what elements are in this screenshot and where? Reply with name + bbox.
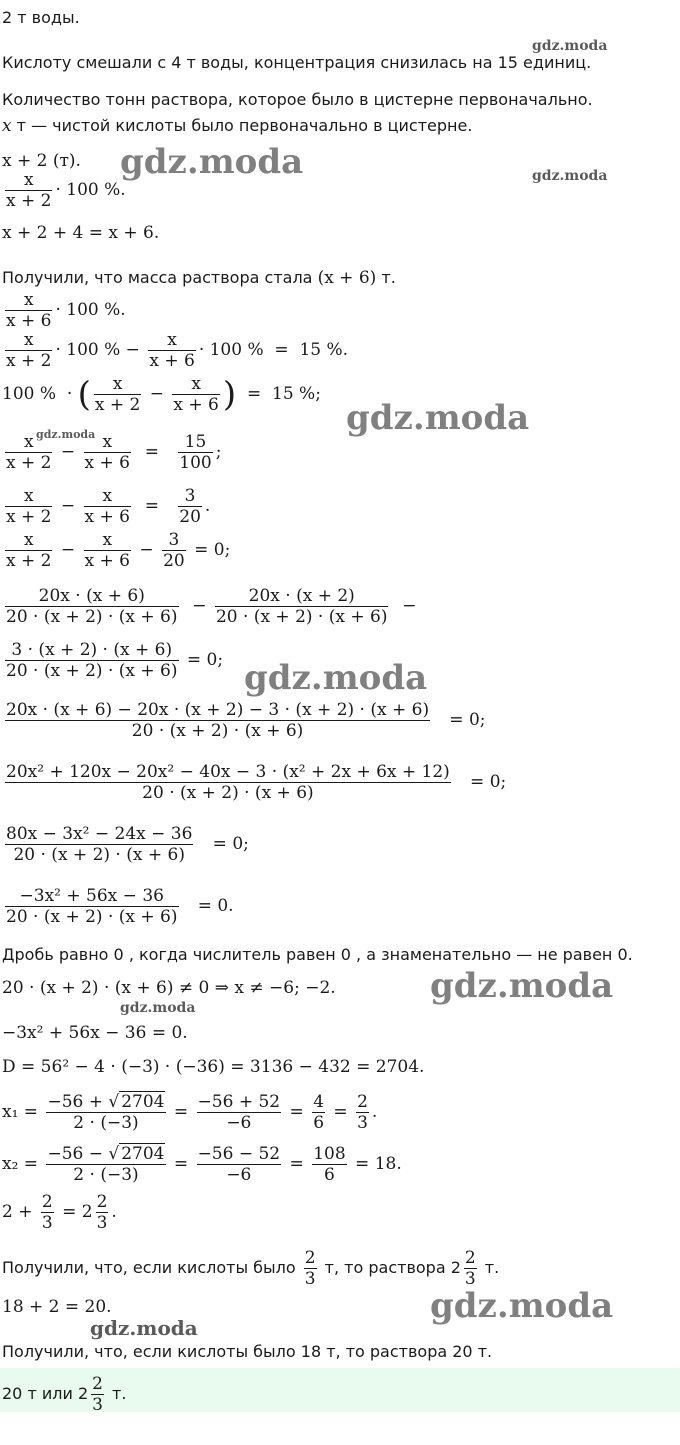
line-x-plus-6: x + 2 + 4 = x + 6. xyxy=(2,223,160,243)
line-sum-mixed: 2 + $\frac{2}{3}$ = 2 $\frac{2}{3}$ . xyxy=(2,1192,117,1233)
line-domain: 20 · (x + 2) · (x + 6) ≠ 0 ⇒ x ≠ −6; −2. xyxy=(2,978,336,998)
expr-concentration-1: $\frac{x}{x + 2}$ · 100 %. xyxy=(6,170,126,211)
eq-10: $\frac{\text{−3x² + 56x − 36}}{20 \cdot (x + 2) \cdot (x + 6)}$ = 0. xyxy=(6,886,234,927)
eq-9: $\frac{\text{80x − 3x² − 24x − 36}}{20 \cdot (x + 2) \cdot (x + 6)}$ = 0; xyxy=(6,824,249,865)
acid-variable-text: т — чистой кислоты было первоначально в цистерне. xyxy=(11,116,473,135)
eq-1: $\frac{x}{x + 2}$ · 100 % − $\frac{x}{x + 6}$ · 100 % = 15 %. xyxy=(6,330,349,371)
line-solution-amount: Количество тонн раствора, которое было в цистерне первоначально. xyxy=(2,90,593,109)
eq-6b: $\frac{3 \cdot (x + 2) \cdot (x + 6)}{20 \cdot (x + 2) \cdot (x + 6)}$ = 0; xyxy=(6,640,224,681)
line-water: 2 т воды. xyxy=(2,8,80,27)
watermark: gdz.moda xyxy=(36,428,96,441)
watermark: gdz.moda xyxy=(346,398,530,438)
line-discriminant: D = 56² − 4 · (−3) · (−36) = 3136 − 432 = 2704. xyxy=(2,1057,425,1077)
eq-5: $\frac{x}{x + 2}$ − $\frac{x}{x + 6}$ − $\frac{3}{20}$ = 0; xyxy=(6,530,231,571)
line-new-mass: Получили, что масса раствора стала (x + 6) т. xyxy=(2,268,396,288)
eq-3: $\frac{x}{x + 2}$ − $\frac{x}{x + 6}$ = $\frac{15}{100}$ ; xyxy=(6,432,222,473)
eq-8: $\frac{\text{20x² + 120x − 20x² − 40x − 3 · (x² + 2x + 6x + 12)}}{20 \cdot (x + 2) \cdot (x + 6)}$ = 0; xyxy=(6,762,507,803)
watermark: gdz.moda xyxy=(120,1000,196,1016)
watermark: gdz.moda xyxy=(430,1286,614,1326)
line-condition: Дробь равно 0 , когда числитель равен 0 , а знаменательно — не равен 0. xyxy=(2,945,633,964)
line-result-1: Получили, что, если кислоты было $\frac{2}{3}$ т, то раствора 2 $\frac{2}{3}$ т. xyxy=(2,1248,500,1289)
watermark: gdz.moda xyxy=(90,1316,198,1340)
eq-2: 100 % · ( $\frac{x}{x + 2}$ − $\frac{x}{x + 6}$ ) = 15 %; xyxy=(2,374,321,415)
answer-text: 20 т или 2 $\frac{2}{3}$ т. xyxy=(2,1374,127,1415)
line-x-plus-2: x + 2 (т). xyxy=(2,151,81,171)
expr-concentration-2: $\frac{x}{x + 6}$ · 100 %. xyxy=(6,290,126,331)
variable-x: x xyxy=(2,116,12,136)
answer-box xyxy=(0,1368,680,1415)
watermark: gdz.moda xyxy=(532,168,608,184)
eq-4: $\frac{x}{x + 2}$ − $\frac{x}{x + 6}$ = $\frac{3}{20}$ . xyxy=(6,486,211,527)
watermark: gdz.moda xyxy=(120,142,304,182)
watermark: gdz.moda xyxy=(244,658,428,698)
root-x1: x₁ = $\frac{-56 + √ 2704}{2 \cdot (-3)}$ = $\frac{-56 + 52}{-6}$ = $\frac{4}{6}$ = $\frac{2}{3}$ . xyxy=(2,1092,378,1133)
line-sum-20: 18 + 2 = 20. xyxy=(2,1297,112,1317)
watermark: gdz.moda xyxy=(430,966,614,1006)
line-result-2: Получили, что, если кислоты было 18 т, то раствора 20 т. xyxy=(2,1342,493,1361)
eq-6: $\frac{20x \cdot (x + 6)}{20 \cdot (x + 2) \cdot (x + 6)}$ − $\frac{20x \cdot (x + 2)}{20 \cdot (x + 2) \cdot (x + 6)}$ − xyxy=(6,586,417,627)
line-acid-variable xyxy=(2,116,472,136)
eq-7: $\frac{20x \cdot (x + 6) - 20x \cdot (x + 2) - 3 \cdot (x + 2) \cdot (x + 6)}{20 \cdot (x + 2) \cdot (x + 6)}$ = 0; xyxy=(6,700,486,741)
line-quadratic: −3x² + 56x − 36 = 0. xyxy=(2,1023,188,1043)
line-mixed: Кислоту смешали с 4 т воды, концентрация снизилась на 15 единиц. xyxy=(2,53,592,72)
watermark: gdz.moda xyxy=(532,38,608,54)
root-x2: x₂ = $\frac{-56 - √ 2704}{2 \cdot (-3)}$ = $\frac{-56 - 52}{-6}$ = $\frac{108}{6}$ = 18. xyxy=(2,1144,402,1185)
